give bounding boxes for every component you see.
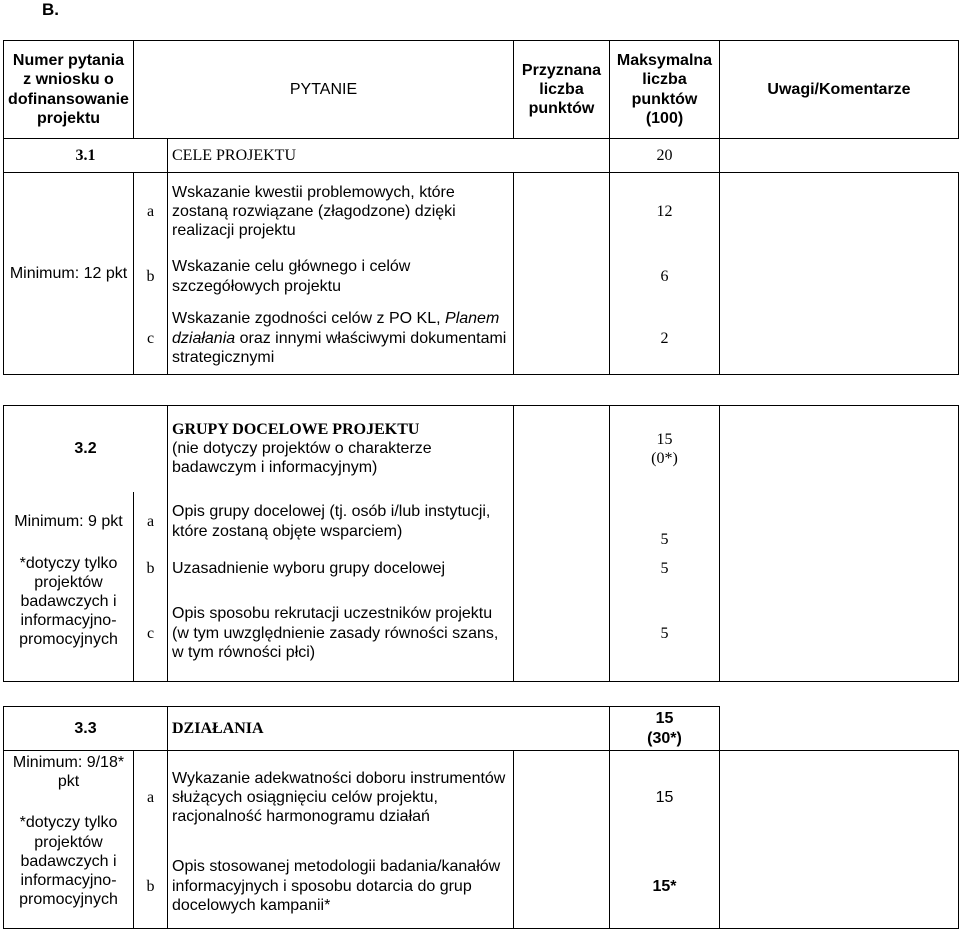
italic-plan-text: Planem działania [172, 310, 500, 347]
section-3-3-number: 3.3 [4, 707, 168, 751]
awarded-cell[interactable] [514, 492, 610, 552]
awarded-cell[interactable] [514, 173, 610, 251]
section-3-3-minimum: Minimum: 9/18* pkt [12, 754, 125, 791]
item-letter: a [134, 492, 168, 552]
section-3-2-subtitle: (nie dotyczy projektów o charakterze badawczym i informacyjnym) [172, 440, 432, 477]
comment-cell[interactable] [720, 303, 959, 375]
comment-cell[interactable] [720, 173, 959, 251]
awarded-cell[interactable] [514, 586, 610, 682]
header-number: Numer pytania z wniosku o dofinansowanie projektu [4, 41, 134, 139]
item-text: Wskazanie zgodności celów z PO KL, Planem działania oraz innymi właściwymi dokumentami strategicznymi [168, 303, 514, 375]
awarded-cell[interactable] [514, 303, 610, 375]
comment-cell[interactable] [720, 845, 959, 929]
item-points: 5 [610, 492, 720, 552]
section-3-1-minimum: Minimum: 12 pkt [4, 173, 134, 375]
item-text: Opis grupy docelowej (tj. osób i/lub instytucji, które zostaną objęte wsparciem) [168, 492, 514, 552]
item-letter: b [134, 845, 168, 929]
comment-cell[interactable] [720, 586, 959, 682]
awarded-cell[interactable] [514, 251, 610, 303]
item-points: 5 [610, 586, 720, 682]
comment-cell[interactable] [720, 751, 959, 845]
criteria-table-3-1 [3, 40, 959, 375]
section-3-2-minimum: Minimum: 9 pkt [4, 492, 134, 552]
section-3-3-minimum-block [4, 751, 134, 929]
criteria-table-3-3 [3, 706, 959, 929]
section-3-2-heading [168, 406, 514, 492]
section-3-1-number: 3.1 [4, 139, 168, 173]
section-3-3-title: DZIAŁANIA [168, 707, 610, 751]
section-3-2-max: 15 (0*) [610, 406, 720, 492]
header-question: PYTANIE [134, 41, 514, 139]
item-letter: a [134, 751, 168, 845]
awarded-cell[interactable] [514, 751, 610, 845]
header-awarded: Przyznana liczba punktów [514, 41, 610, 139]
comment-cell[interactable] [720, 406, 959, 492]
comment-cell[interactable] [720, 251, 959, 303]
item-points: 2 [610, 303, 720, 375]
section-3-3-footnote: *dotyczy tylko projektów badawczych i informacyjno-promocyjnych [19, 814, 118, 909]
item-points: 5 [610, 552, 720, 586]
comment-cell[interactable] [720, 492, 959, 552]
section-3-2-footnote: *dotyczy tylko projektów badawczych i informacyjno-promocyjnych [4, 552, 134, 682]
item-text: Opis sposobu rekrutacji uczestników projektu (w tym uwzględnienie zasady równości szans, w tym równości płci) [168, 586, 514, 682]
item-points: 12 [610, 173, 720, 251]
section-letter: B. [42, 0, 59, 19]
item-points: 6 [610, 251, 720, 303]
awarded-cell[interactable] [514, 406, 610, 492]
comment-cell[interactable] [720, 552, 959, 586]
item-letter: b [134, 251, 168, 303]
item-text: Wskazanie kwestii problemowych, które zostaną rozwiązane (złagodzone) dzięki realizacji projektu [168, 173, 514, 251]
section-3-2-title: GRUPY DOCELOWE PROJEKTU [172, 420, 420, 438]
item-letter: c [134, 303, 168, 375]
item-points: 15* [610, 845, 720, 929]
item-points: 15 [610, 751, 720, 845]
item-letter: a [134, 173, 168, 251]
item-text: Opis stosowanej metodologii badania/kanałów informacyjnych i sposobu dotarcia do grup docelowych kampanii* [168, 845, 514, 929]
item-letter: b [134, 552, 168, 586]
section-3-3-max: 15 (30*) [610, 707, 720, 751]
item-text: Wykazanie adekwatności doboru instrumentów służących osiągnięciu celów projektu, racjonalność harmonogramu działań [168, 751, 514, 845]
awarded-cell[interactable] [514, 552, 610, 586]
section-3-1-title: CELE PROJEKTU [168, 139, 610, 173]
item-letter: c [134, 586, 168, 682]
item-text: Wskazanie celu głównego i celów szczegółowych projektu [168, 251, 514, 303]
section-3-2-number: 3.2 [4, 406, 168, 492]
header-max: Maksymalna liczba punktów (100) [610, 41, 720, 139]
awarded-cell[interactable] [514, 845, 610, 929]
criteria-table-3-2 [3, 405, 959, 682]
section-3-1-max: 20 [610, 139, 720, 173]
item-text: Uzasadnienie wyboru grupy docelowej [168, 552, 514, 586]
header-comments: Uwagi/Komentarze [720, 41, 959, 139]
